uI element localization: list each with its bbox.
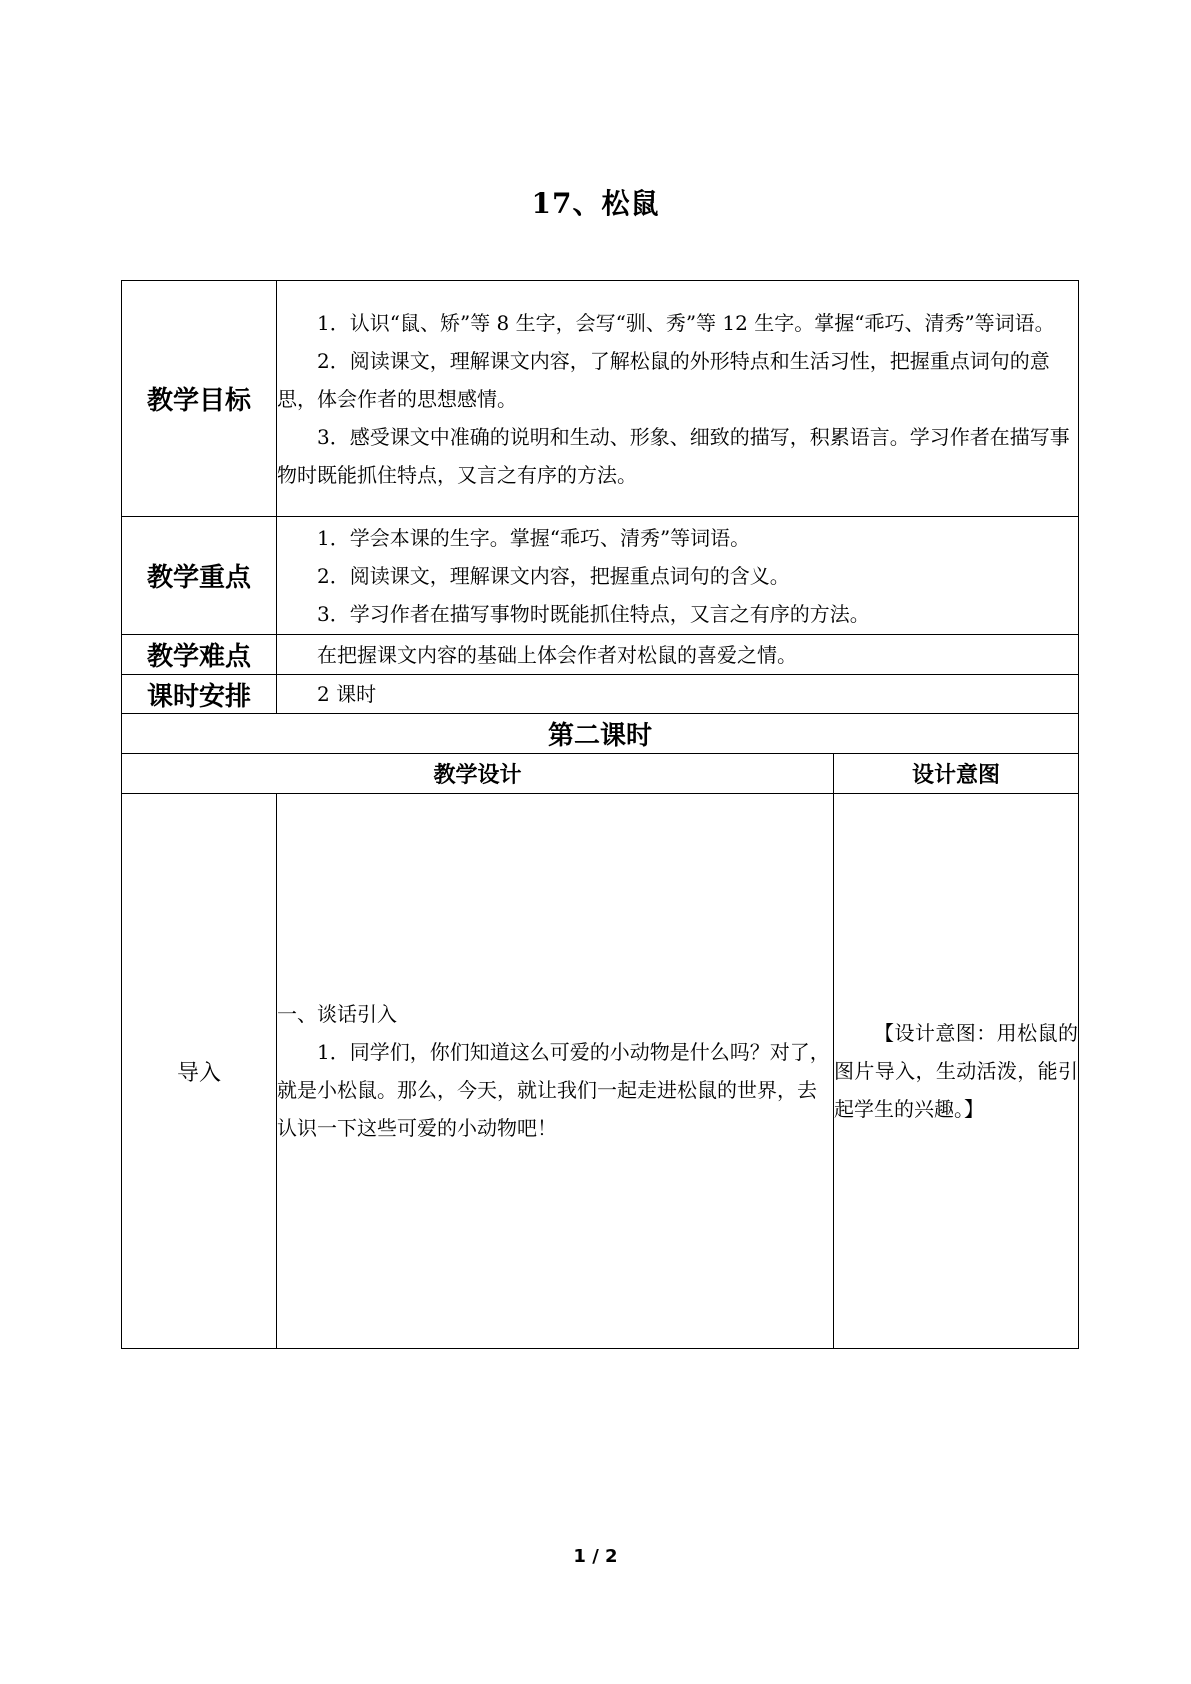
label-difficulty: 教学难点: [122, 635, 277, 675]
row-lesson-title: [122, 714, 1079, 754]
schedule-content: [277, 675, 1079, 714]
document-title: 17、松鼠: [531, 187, 660, 220]
row-schedule: [122, 675, 1079, 714]
intro-paragraph: 1．同学们，你们知道这么可爱的小动物是什么吗？对了，就是小松鼠。那么，今天，就让我们一起走进松鼠的世界，去认识一下这些可爱的小动物吧！: [277, 1040, 830, 1140]
row-key-points: [122, 517, 1079, 635]
intro-intent: [834, 794, 1079, 1349]
difficulty-content: [277, 635, 1079, 675]
goal-item-1: 1．认识“鼠、矫”等 8 生字，会写“驯、秀”等 12 生字。掌握“乖巧、清秀”等词语。: [317, 310, 1055, 335]
key-points-content: [277, 517, 1079, 635]
goal-item-2: 2．阅读课文，理解课文内容，了解松鼠的外形特点和生活习性，把握重点词句的意思，体会作者的思想感情。: [277, 348, 1050, 411]
goal-item-3: 3．感受课文中准确的说明和生动、形象、细致的描写，积累语言。学习作者在描写事物时既能抓住特点，又言之有序的方法。: [277, 424, 1070, 487]
schedule-text: 2 课时: [317, 682, 377, 706]
key-point-item-2: 2．阅读课文，理解课文内容，把握重点词句的含义。: [317, 563, 790, 588]
teaching-goals-content: [277, 281, 1079, 517]
lesson-plan-table: [121, 280, 1079, 1349]
label-teaching-goals: 教学目标: [122, 281, 277, 517]
intent-header: 设计意图: [834, 754, 1079, 794]
row-difficulty: [122, 635, 1079, 675]
intro-heading: 一、谈话引入: [277, 1002, 397, 1026]
key-point-item-1: 1．学会本课的生字。掌握“乖巧、清秀”等词语。: [317, 525, 751, 550]
row-column-headers: [122, 754, 1079, 794]
row-teaching-goals: [122, 281, 1079, 517]
lesson-title: 第二课时: [122, 714, 1079, 754]
intro-content: [277, 794, 834, 1349]
difficulty-text: 在把握课文内容的基础上体会作者对松鼠的喜爱之情。: [317, 642, 797, 667]
label-schedule: 课时安排: [122, 675, 277, 714]
design-header: 教学设计: [122, 754, 834, 794]
row-intro: [122, 794, 1079, 1349]
key-point-item-3: 3．学习作者在描写事物时既能抓住特点，又言之有序的方法。: [317, 601, 870, 626]
label-key-points: 教学重点: [122, 517, 277, 635]
intro-intent-text: 【设计意图：用松鼠的图片导入，生动活泼，能引起学生的兴趣。】: [834, 1021, 1079, 1121]
page-number: 1 / 2: [573, 1546, 618, 1567]
label-intro: 导入: [122, 794, 277, 1349]
